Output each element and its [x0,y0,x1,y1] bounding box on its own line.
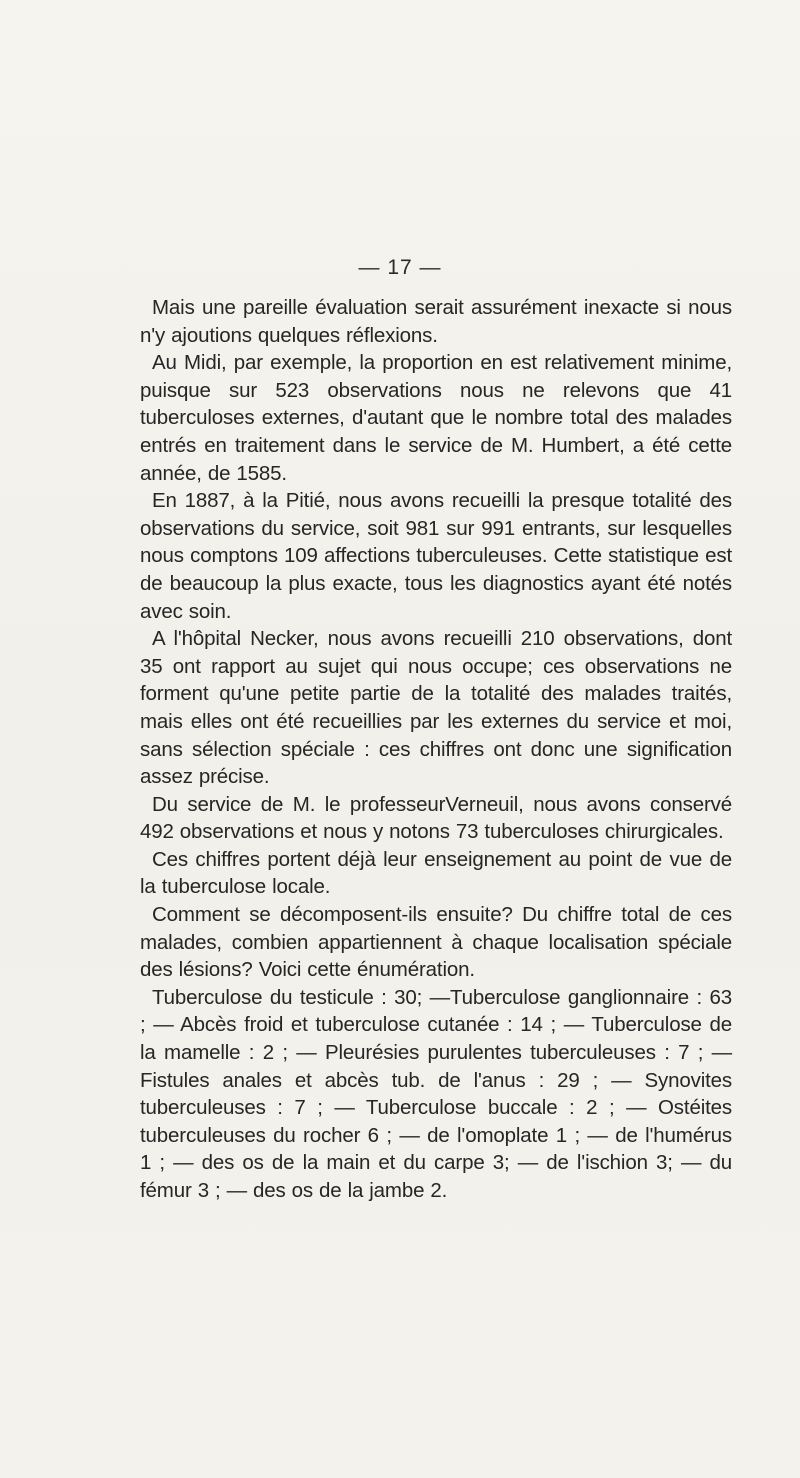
paragraph-decomposition: Comment se décomposent-ils ensuite? Du chiffre total de ces malades, combien appartiennent à chaque localisation spéciale des lésions? Voici cette énumération. [140,903,732,982]
paragraph-necker: A l'hôpital Necker, nous avons recueilli 210 observations, dont 35 ont rapport au sujet qui nous occupe; ces observations ne forment qu'une petite partie de la totalité des malades traités, mais elles ont été recueillies par les externes du service et moi, sans sélection spéciale : ces chiffres ont donc une signification assez précise. [140,627,732,789]
page-number: — 17 — [358,256,442,279]
paragraph-evaluation: Mais une pareille évaluation serait assurément inexacte si nous n'y ajoutions quelques réflexions. [140,296,732,347]
paragraph-enseignement: Ces chiffres portent déjà leur enseignement au point de vue de la tuberculose locale. [140,847,732,899]
paragraph-midi: Au Midi, par exemple, la proportion en est relativement minime, puisque sur 523 observations nous ne relevons que 41 tuberculoses externes, d'autant que le nombre total des malades entrés en traitement dans le service de M. Humbert, a été cette année, de 1585. [140,351,732,485]
body-text [140,294,732,1205]
paragraph-enumeration: Tuberculose du testicule : 30; —Tuberculose ganglionnaire : 63 ; — Abcès froid et tuberculose cutanée : 14 ; — Tuberculose de la mamelle : 2 ; — Pleurésies purulentes tuberculeuses : 7 ; — Fistules anales et abcès tub. de l'anus : 29 ; — Synovites tuberculeuses : 7 ; — Tuberculose buccale : 2 ; — Ostéites tuberculeuses du rocher 6 ; — de l'omoplate 1 ; — de l'humérus 1 ; — des os de la main et du carpe 3; — de l'ischion 3; — du fémur 3 ; — des os de la jambe 2. [140,985,732,1202]
paragraph-verneuil: Du service de M. le professeurVerneuil, nous avons conservé 492 observations et nous y notons 73 tuberculoses chirurgicales. [140,792,732,844]
paragraph-pitie: En 1887, à la Pitié, nous avons recueilli la presque totalité des observations du service, soit 981 sur 991 entrants, sur lesquelles nous comptons 109 affections tuberculeuses. Cette statistique est de beaucoup la plus exacte, tous les diagnostics ayant été notés avec soin. [140,489,732,623]
